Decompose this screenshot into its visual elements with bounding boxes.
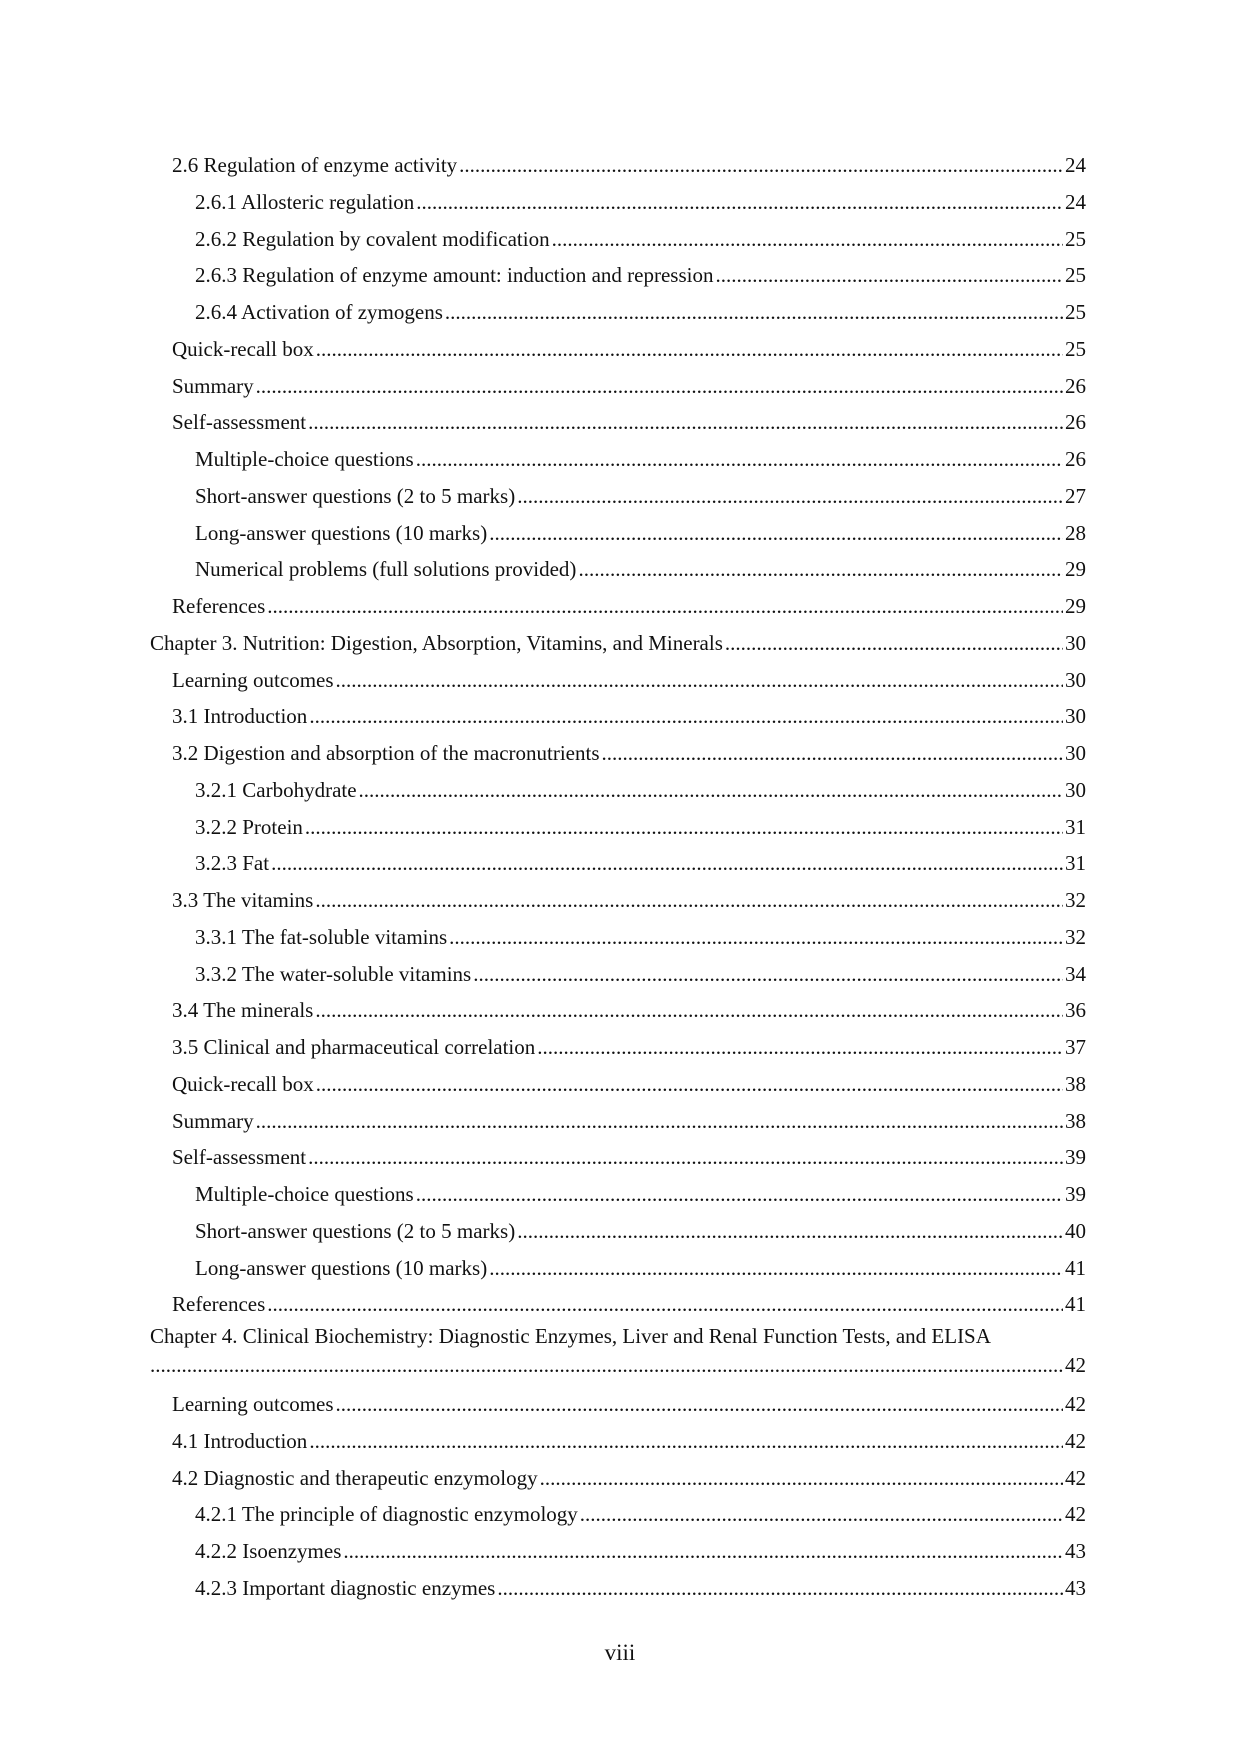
toc-entry-label: Learning outcomes: [172, 667, 334, 692]
toc-entry-label: 3.3.1 The fat-soluble vitamins: [195, 924, 448, 949]
toc-entry-label: 3.3.2 The water-soluble vitamins: [195, 961, 472, 986]
toc-entry[interactable]: [150, 992, 1086, 1029]
toc-entry-page: 26: [1065, 410, 1086, 435]
dot-leader: [315, 992, 1063, 1029]
toc-entry[interactable]: [150, 441, 1086, 478]
toc-entry-label: 4.2.1 The principle of diagnostic enzymology: [195, 1502, 578, 1527]
toc-entry-page: 41: [1065, 1292, 1086, 1317]
toc-entry-label: References: [172, 1292, 266, 1317]
toc-entry[interactable]: [150, 588, 1086, 625]
toc-entry-label: Summary: [172, 1108, 254, 1133]
toc-entry[interactable]: [150, 221, 1086, 258]
toc-entry-label: 3.2.1 Carbohydrate: [195, 777, 357, 802]
toc-entry-label: Multiple-choice questions: [195, 1182, 414, 1206]
toc-entry-page: 28: [1065, 520, 1086, 545]
toc-entry[interactable]: [150, 551, 1086, 588]
toc-entry-page: 39: [1065, 1182, 1086, 1206]
toc-entry-page: 25: [1065, 226, 1086, 251]
toc-entry-page: 25: [1065, 263, 1086, 288]
toc-entry-page: 30: [1065, 741, 1086, 765]
toc-entry-label: Chapter 3. Nutrition: Digestion, Absorption, Vitamins, and Minerals: [150, 630, 723, 655]
dot-leader: [309, 1423, 1063, 1460]
toc-entry-page: 26: [1065, 447, 1086, 471]
dot-leader: [517, 478, 1063, 515]
toc-entry[interactable]: [150, 698, 1086, 735]
toc-entry-label: Self-assessment: [172, 410, 307, 435]
toc-entry-page: 37: [1065, 1035, 1086, 1059]
toc-entry[interactable]: [150, 368, 1086, 405]
toc-chapter-entry[interactable]: [150, 1323, 1086, 1386]
toc-entry-page: 41: [1065, 1255, 1086, 1280]
toc-entry[interactable]: [150, 257, 1086, 294]
toc-entry-page: 42: [1065, 1502, 1086, 1527]
toc-entry[interactable]: [150, 1066, 1086, 1103]
dot-leader: [473, 956, 1063, 993]
toc-entry-page: 29: [1065, 594, 1086, 618]
toc-entry-label: Long-answer questions (10 marks): [195, 520, 488, 545]
dot-leader: [359, 772, 1063, 809]
toc-entry-page: 30: [1065, 630, 1086, 655]
dot-leader: [459, 147, 1063, 184]
toc-entry-page: 38: [1065, 1071, 1086, 1096]
toc-entry-page: 42: [1065, 1353, 1086, 1377]
toc-entry[interactable]: [150, 1176, 1086, 1213]
toc-entry[interactable]: [150, 478, 1086, 515]
toc-entry-page: 24: [1065, 153, 1086, 177]
dot-leader: [715, 257, 1063, 294]
toc-entry-label: Learning outcomes: [172, 1392, 334, 1416]
dot-leader: [489, 515, 1063, 552]
dot-leader: [316, 331, 1063, 368]
toc-entry-page: 24: [1065, 189, 1086, 214]
toc-entry-page: 42: [1065, 1465, 1086, 1490]
toc-entry-label: Short-answer questions (2 to 5 marks): [195, 483, 516, 508]
dot-leader: [305, 809, 1063, 846]
toc-entry[interactable]: [150, 1460, 1086, 1497]
toc-entry-page: 27: [1065, 483, 1086, 508]
toc-entry[interactable]: [150, 1029, 1086, 1066]
toc-entry[interactable]: [150, 1423, 1086, 1460]
toc-entry-label: 2.6 Regulation of enzyme activity: [172, 153, 458, 177]
dot-leader: [489, 1250, 1063, 1287]
toc-entry-label: 2.6.2 Regulation by covalent modification: [195, 226, 550, 251]
toc-entry[interactable]: [150, 845, 1086, 882]
toc-entry-label: 4.2.2 Isoenzymes: [195, 1539, 342, 1563]
dot-leader: [578, 551, 1063, 588]
toc-entry-page: 43: [1065, 1539, 1086, 1563]
dot-leader: [256, 368, 1063, 405]
toc-entry[interactable]: [150, 809, 1086, 846]
toc-entry[interactable]: [150, 956, 1086, 993]
toc-entry-label: Quick-recall box: [172, 336, 314, 361]
toc-entry[interactable]: [150, 1250, 1086, 1287]
toc-entry[interactable]: [150, 404, 1086, 441]
toc-entry-page: 30: [1065, 777, 1086, 802]
dot-leader: [497, 1570, 1063, 1607]
toc-entry-page: 42: [1065, 1392, 1086, 1416]
toc-entry[interactable]: [150, 882, 1086, 919]
toc-entry-page: 30: [1065, 667, 1086, 692]
dot-leader: [309, 698, 1063, 735]
toc-entry-label: Summary: [172, 373, 254, 398]
toc-entry[interactable]: [150, 331, 1086, 368]
dot-leader: [449, 919, 1063, 956]
toc-entry[interactable]: [150, 662, 1086, 699]
toc-entry-page: 34: [1065, 961, 1086, 986]
dot-leader: [602, 735, 1064, 772]
toc-entry-label: 3.2 Digestion and absorption of the macronutrients: [172, 741, 600, 765]
toc-entry-page: 32: [1065, 888, 1086, 912]
toc-entry-page: 30: [1065, 704, 1086, 729]
toc-entry-label: Multiple-choice questions: [195, 447, 414, 471]
toc-entry-page: 32: [1065, 924, 1086, 949]
toc-entry-page: 31: [1065, 814, 1086, 839]
toc-entry-label: Long-answer questions (10 marks): [195, 1255, 488, 1280]
dot-leader: [343, 1533, 1063, 1570]
toc-entry[interactable]: [150, 1139, 1086, 1176]
toc-entry[interactable]: [150, 294, 1086, 331]
toc-entry-page: 40: [1065, 1218, 1086, 1243]
toc-entry[interactable]: [150, 1103, 1086, 1140]
dot-leader: [537, 1029, 1063, 1066]
toc-entry-page: 25: [1065, 300, 1086, 324]
toc-entry-page: 26: [1065, 373, 1086, 398]
toc-entry-label: Numerical problems (full solutions provided): [195, 557, 577, 582]
toc-entry[interactable]: [150, 1533, 1086, 1570]
toc-entry-label: 3.3 The vitamins: [172, 888, 314, 912]
dot-leader: [336, 662, 1063, 699]
toc-entry-page: 29: [1065, 557, 1086, 582]
dot-leader: [308, 404, 1063, 441]
toc-entry-label: 3.2.3 Fat: [195, 851, 270, 876]
toc-entry-page: 25: [1065, 336, 1086, 361]
toc-entry-label: 4.1 Introduction: [172, 1428, 308, 1453]
dot-leader: [150, 1350, 1063, 1380]
toc-entry-label: 3.1 Introduction: [172, 704, 308, 729]
toc-entry-label: Chapter 4. Clinical Biochemistry: Diagnostic Enzymes, Liver and Renal Function Tests, and ELISA: [150, 1324, 991, 1348]
dot-leader: [540, 1460, 1063, 1497]
toc-entry[interactable]: [150, 772, 1086, 809]
dot-leader: [267, 1286, 1063, 1323]
dot-leader: [552, 221, 1063, 258]
toc-entry-label: References: [172, 594, 266, 618]
toc-entry-label: 4.2.3 Important diagnostic enzymes: [195, 1575, 496, 1600]
dot-leader: [517, 1213, 1063, 1250]
toc-entry-page: 38: [1065, 1108, 1086, 1133]
toc-entry-label: 3.4 The minerals: [172, 998, 314, 1023]
toc-entry[interactable]: [150, 1386, 1086, 1423]
toc-entry-label: Quick-recall box: [172, 1071, 314, 1096]
toc-chapter-entry[interactable]: [150, 625, 1086, 662]
dot-leader: [336, 1386, 1063, 1423]
toc-entry[interactable]: [150, 147, 1086, 184]
dot-leader: [416, 184, 1063, 221]
dot-leader: [308, 1139, 1063, 1176]
toc-entry[interactable]: [150, 1570, 1086, 1607]
toc-entry-label: Self-assessment: [172, 1145, 307, 1170]
toc-entry-label: 4.2 Diagnostic and therapeutic enzymology: [172, 1465, 538, 1490]
toc-entry-page: 31: [1065, 851, 1086, 876]
toc-entry[interactable]: [150, 1213, 1086, 1250]
toc-entry[interactable]: [150, 735, 1086, 772]
dot-leader: [416, 1176, 1063, 1213]
toc-entry-label: 2.6.4 Activation of zymogens: [195, 300, 443, 324]
toc-entry[interactable]: [150, 1286, 1086, 1323]
table-of-contents: [150, 147, 1086, 1607]
toc-entry[interactable]: [150, 515, 1086, 552]
toc-entry-label: 3.5 Clinical and pharmaceutical correlation: [172, 1035, 536, 1059]
dot-leader: [315, 882, 1063, 919]
page-number: viii: [604, 1640, 636, 1665]
dot-leader: [445, 294, 1063, 331]
toc-entry-page: 42: [1065, 1428, 1086, 1453]
dot-leader: [416, 441, 1063, 478]
dot-leader: [316, 1066, 1063, 1103]
toc-entry[interactable]: [150, 1496, 1086, 1533]
toc-entry[interactable]: [150, 184, 1086, 221]
toc-entry-page: 36: [1065, 998, 1086, 1023]
dot-leader: [725, 625, 1063, 662]
toc-entry-label: 3.2.2 Protein: [195, 814, 303, 839]
toc-entry-label: 2.6.3 Regulation of enzyme amount: induction and repression: [195, 263, 714, 288]
dot-leader: [580, 1496, 1063, 1533]
dot-leader: [267, 588, 1063, 625]
dot-leader: [271, 845, 1063, 882]
toc-entry-page: 43: [1065, 1575, 1086, 1600]
dot-leader: [256, 1103, 1063, 1140]
toc-entry-label: 2.6.1 Allosteric regulation: [195, 189, 415, 214]
toc-entry-label: Short-answer questions (2 to 5 marks): [195, 1218, 516, 1243]
toc-entry[interactable]: [150, 919, 1086, 956]
toc-entry-page: 39: [1065, 1145, 1086, 1170]
